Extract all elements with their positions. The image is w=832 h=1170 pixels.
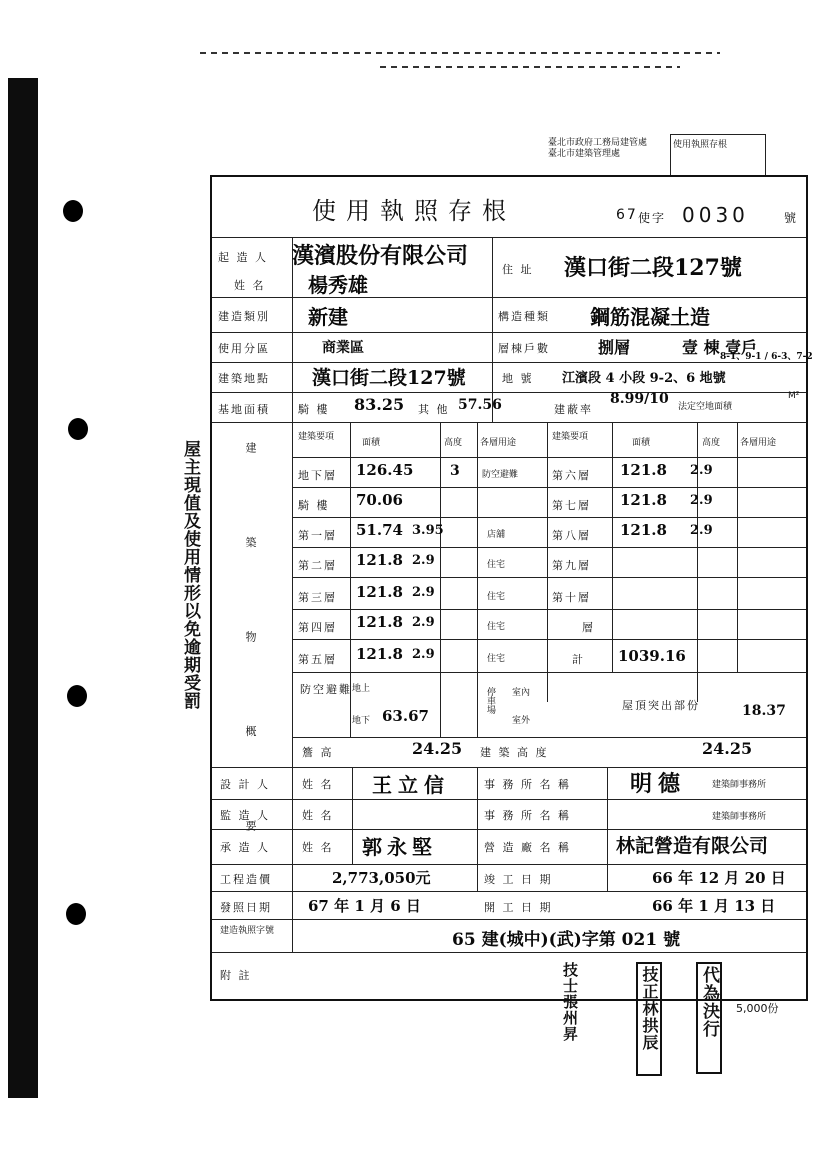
f2-label: 第二層 [298,559,337,572]
units-value: 壹 棟 壹戶 [682,338,758,357]
other-label: 其 他 [418,403,450,416]
f3-area: 121.8 [356,583,403,601]
contractor-name-label: 姓 名 [302,841,334,854]
area-header-right: 面積 [632,438,651,448]
category-value: 新建 [308,305,348,329]
coverage-value: 8.99/10 [610,391,669,407]
zone-label: 使用分區 [218,342,270,355]
f9-label: 第九層 [552,559,591,572]
completion-label: 竣 工 日 期 [484,873,553,886]
total-label: 計 [572,653,585,666]
row-line [292,737,806,738]
basement-area: 126.45 [356,461,414,479]
col-line [352,767,353,864]
header-box: 使用執照存根 [670,134,766,176]
f3-use: 住宅 [487,592,506,602]
cost-value: 2,773,050元 [332,869,431,887]
binder-edge [8,78,38,1098]
f5-height: 2.9 [412,647,435,662]
row-line [292,639,806,640]
row-line [212,422,806,423]
site-area-value: 83.25 [354,395,405,414]
remarks-label: 附 註 [220,969,252,982]
f1-height: 3.95 [412,523,444,538]
issue-date-value: 67 年 1 月 6 日 [308,897,421,915]
f1-label: 第一層 [298,529,337,542]
f6-area: 121.8 [620,461,667,479]
row-line [292,609,806,610]
f2-height: 2.9 [412,553,435,568]
lot-label: 地 號 [502,372,534,385]
supervisor-label: 監 造 人 [220,809,270,822]
roof-label: 屋頂突出部份 [622,699,700,712]
designer-name-label: 姓 名 [302,778,334,791]
f8-height: 2.9 [690,523,713,538]
height-header: 高度 [444,438,463,448]
designer-firm-suffix: 建築師事務所 [712,780,767,790]
arcade-floor-label: 騎 樓 [298,499,330,512]
area-header: 面積 [362,438,381,448]
lot-value: 江濱段 4 小段 9-2、6 地號 [562,371,726,386]
row-line [292,577,806,578]
f3-height: 2.9 [412,585,435,600]
header-stamp: 臺北市政府工務局建管處 臺北市建築管理處 [548,138,648,159]
designer-firm-label: 事 務 所 名 稱 [484,778,571,791]
site-value: 漢口街二段127號 [312,367,466,389]
row-line [212,237,806,238]
row-line [292,672,806,673]
zone-value: 商業區 [322,340,364,356]
building-label: 建 築 物 概 要 [244,442,257,871]
f7-label: 第七層 [552,499,591,512]
outdoor-label: 室外 [512,716,531,726]
floor-header: 建築要項 [298,432,335,442]
row-line [212,799,806,800]
floor-generic-label: 層 [582,621,595,634]
above-label: 地上 [352,684,371,694]
col-line [477,422,478,737]
print-note: 5,000份 [736,1002,779,1015]
permit-number: 0030 [682,203,749,227]
f7-height: 2.9 [690,493,713,508]
start-label: 開 工 日 期 [484,901,553,914]
col-line [440,422,441,737]
row-line [292,517,806,518]
address-label: 住 址 [502,263,534,276]
f5-use: 住宅 [487,654,506,664]
builder-label: 起 造 人 [218,251,268,264]
company-value: 林記營造有限公司 [616,835,769,857]
structure-value: 鋼筋混凝土造 [590,305,710,329]
issue-date-label: 發照日期 [220,901,272,914]
f4-label: 第四層 [298,621,337,634]
permit-no-label: 建造執照字號 [220,926,275,936]
contractor-value: 郭永堅 [362,835,437,859]
basement-use: 防空避難 [482,470,519,480]
below-label: 地下 [352,716,371,726]
roof-value: 18.37 [742,703,786,719]
row-line [292,457,806,458]
unit-m2: M² [788,391,800,401]
punch-hole [67,685,87,707]
col-line [292,237,293,952]
basement-height: 3 [450,463,460,479]
col-line [737,422,738,672]
f7-area: 121.8 [620,491,667,509]
signature-engineer: 技正林拱辰 [636,962,662,1076]
parking-label: 停車場 [485,687,495,714]
f4-use: 住宅 [487,622,506,632]
address-value: 漢口街二段127號 [564,255,742,281]
supervisor-firm-label: 事 務 所 名 稱 [484,809,571,822]
company-label: 營 造 廠 名 稱 [484,841,571,854]
floors-value: 捌層 [598,338,631,357]
height-header-right: 高度 [702,438,721,448]
f5-label: 第五層 [298,653,337,666]
row-line [212,919,806,920]
f1-use: 店舖 [487,530,506,540]
floors-label: 層棟戶數 [498,342,550,355]
supervisor-firm-suffix: 建築師事務所 [712,812,767,822]
row-line [212,392,806,393]
scan-artifact [200,52,720,54]
site-area-label: 基地面積 [218,403,270,416]
other-area-value: 57.56 [458,397,502,413]
lot-extra: 8-1、9-1 / 6-3、7-2 [720,352,813,362]
col-line [547,422,548,702]
completion-value: 66 年 12 月 20 日 [652,869,786,887]
use-header-right: 各層用途 [740,438,777,448]
f10-label: 第十層 [552,591,591,604]
eaves-label: 簷 高 [302,746,334,759]
row-line [212,767,806,768]
cost-label: 工程造價 [220,873,272,886]
f6-height: 2.9 [690,463,713,478]
site-label: 建築地點 [218,372,270,385]
punch-hole [63,200,83,222]
f3-label: 第三層 [298,591,337,604]
start-value: 66 年 1 月 13 日 [652,897,776,915]
basement-label: 地下層 [298,469,337,482]
supervisor-name-label: 姓 名 [302,809,334,822]
arcade-label: 騎 樓 [298,403,330,416]
floor-header-right: 建築要項 [552,432,589,442]
person-value: 楊秀雄 [308,273,368,297]
designer-label: 設 計 人 [220,778,270,791]
shelter-label: 防空避難 [300,683,352,696]
indoor-label: 室內 [512,688,531,698]
use-header: 各層用途 [480,438,517,448]
col-line [607,767,608,891]
scan-artifact [380,66,680,68]
f2-use: 住宅 [487,560,506,570]
col-line [492,237,493,422]
name-label: 姓 名 [234,279,266,292]
side-note: 屋主現值及使用情形以免逾期受罰 [180,440,200,710]
f5-area: 121.8 [356,645,403,663]
punch-hole [68,418,88,440]
permit-prefix: 使字 [638,211,667,225]
f8-area: 121.8 [620,521,667,539]
row-line [292,547,806,548]
permit-form [210,175,813,1001]
col-line [612,422,613,672]
builder-value: 漢濱股份有限公司 [292,243,469,269]
f2-area: 121.8 [356,551,403,569]
structure-label: 構造種類 [498,310,550,323]
permit-no-value: 65 建(城中)(武)字第 021 號 [452,930,681,950]
contractor-label: 承 造 人 [220,841,270,854]
permit-year: 67 [616,207,638,223]
row-line [212,829,806,830]
legal-space-label: 法定空地面積 [678,402,733,412]
row-line [212,332,806,333]
signature-technician: 技士張州昇 [561,962,579,1042]
designer-firm-value: 明德 [630,771,687,797]
f4-height: 2.9 [412,615,435,630]
row-line [292,487,806,488]
f4-area: 121.8 [356,613,403,631]
f6-label: 第六層 [552,469,591,482]
row-line [212,891,806,892]
col-line [477,767,478,891]
arcade-area: 70.06 [356,491,403,509]
row-line [212,297,806,298]
coverage-label: 建蔽率 [554,403,593,416]
f8-label: 第八層 [552,529,591,542]
permit-suffix: 號 [784,211,799,225]
punch-hole [66,903,86,925]
designer-value: 王立信 [372,773,450,797]
row-line [212,864,806,865]
category-label: 建造類別 [218,310,270,323]
row-line [212,362,806,363]
approval-stamp: 代為決行 [696,962,722,1074]
bheight-label: 建 築 高 度 [480,746,549,759]
bheight-value: 24.25 [702,739,753,758]
shelter-below-value: 63.67 [382,707,429,725]
eaves-value: 24.25 [412,739,463,758]
f1-area: 51.74 [356,521,403,539]
page-title: 使用執照存根 [312,197,516,225]
total-value: 1039.16 [618,647,686,665]
row-line [212,952,806,953]
